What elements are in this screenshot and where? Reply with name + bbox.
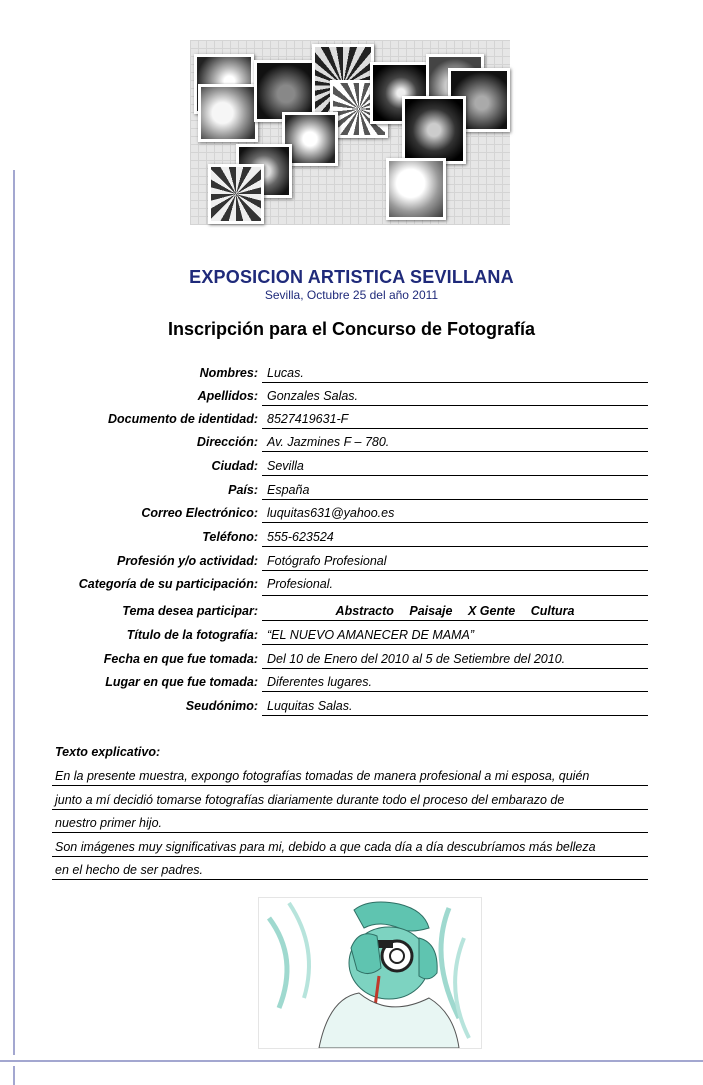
field-label: País: <box>228 483 258 497</box>
field-row-ciudad <box>0 455 703 477</box>
field-label: Fecha en que fue tomada: <box>103 652 258 666</box>
field-value[interactable]: Luquitas Salas. <box>267 699 353 713</box>
field-value[interactable]: Del 10 de Enero del 2010 al 5 de Setiembre del 2010. <box>267 652 566 666</box>
field-row-documento <box>0 408 703 430</box>
field-row-titulo <box>0 624 703 646</box>
form-heading: Inscripción para el Concurso de Fotografía <box>167 319 536 339</box>
collage-photo <box>402 96 466 164</box>
texto-explicativo-label: Texto explicativo: <box>55 745 161 759</box>
field-row-profesion <box>0 550 703 572</box>
field-label: Documento de identidad: <box>108 412 258 426</box>
theme-option-paisaje[interactable]: Paisaje <box>409 604 453 618</box>
texto-underline <box>52 809 648 810</box>
texto-line-text[interactable]: nuestro primer hijo. <box>55 816 162 830</box>
field-label: Teléfono: <box>202 530 258 544</box>
texto-underline <box>52 879 648 880</box>
field-label: Tema desea participar: <box>122 604 258 618</box>
field-underline <box>262 595 648 596</box>
texto-underline <box>52 785 648 786</box>
field-underline <box>262 691 648 692</box>
field-underline <box>262 668 648 669</box>
texto-line-text[interactable]: en el hecho de ser padres. <box>55 863 204 877</box>
theme-option-abstracto[interactable]: Abstracto <box>335 604 394 618</box>
field-underline <box>262 715 648 716</box>
theme-options <box>262 604 648 618</box>
field-value[interactable]: “EL NUEVO AMANECER DE MAMA” <box>267 628 474 642</box>
collage-photo <box>208 164 264 224</box>
field-label: Correo Electrónico: <box>141 506 258 520</box>
field-underline <box>262 382 648 383</box>
field-underline <box>262 546 648 547</box>
texto-line-text[interactable]: junto a mí decidió tomarse fotografías diariamente durante todo el proceso del embarazo de <box>55 793 565 807</box>
texto-line <box>52 790 648 814</box>
texto-underline <box>52 856 648 857</box>
field-underline <box>262 451 648 452</box>
margin-rule-vertical-bottom <box>13 1066 15 1085</box>
field-label: Lugar en que fue tomada: <box>105 675 258 689</box>
field-underline <box>262 428 648 429</box>
field-label: Dirección: <box>196 435 258 449</box>
field-value[interactable]: Profesional. <box>267 577 334 591</box>
field-row-telefono <box>0 526 703 548</box>
field-row-apellidos <box>0 385 703 407</box>
texto-line <box>52 837 648 861</box>
photographer-drawing <box>258 897 482 1049</box>
field-value[interactable]: España <box>267 483 310 497</box>
field-value[interactable]: Fotógrafo Profesional <box>267 554 387 568</box>
field-row-fecha <box>0 648 703 670</box>
field-row-categoria <box>0 573 703 595</box>
field-underline <box>262 499 648 500</box>
texto-line-text[interactable]: Son imágenes muy significativas para mi, debido a que cada día a día descubríamos más belleza <box>55 840 596 854</box>
field-row-nombres <box>0 362 703 384</box>
theme-option-cultura[interactable]: Cultura <box>530 604 575 618</box>
field-label: Apellidos: <box>197 389 258 403</box>
field-row-seudonimo <box>0 695 703 717</box>
field-underline <box>262 644 648 645</box>
field-value[interactable]: Sevilla <box>267 459 304 473</box>
texto-line <box>52 766 648 790</box>
field-label: Profesión y/o actividad: <box>116 554 258 568</box>
field-value[interactable]: Lucas. <box>267 366 304 380</box>
field-value[interactable]: Diferentes lugares. <box>267 675 372 689</box>
field-row-tema <box>0 600 703 622</box>
field-label: Categoría de su participación: <box>78 577 258 591</box>
photographer-illustration <box>259 898 481 1048</box>
field-row-direccion <box>0 431 703 453</box>
field-underline <box>262 522 648 523</box>
flower-photo-collage <box>190 40 510 225</box>
field-value[interactable]: 555-623524 <box>267 530 334 544</box>
field-label: Nombres: <box>199 366 258 380</box>
field-row-pais <box>0 479 703 501</box>
field-label: Título de la fotografía: <box>126 628 258 642</box>
field-label: Seudónimo: <box>185 699 258 713</box>
field-value[interactable]: luquitas631@yahoo.es <box>267 506 395 520</box>
exhibition-date: Sevilla, Octubre 25 del año 2011 <box>264 288 439 302</box>
field-row-correo <box>0 502 703 524</box>
field-value[interactable]: Gonzales Salas. <box>267 389 359 403</box>
field-underline <box>262 475 648 476</box>
field-underline <box>262 405 648 406</box>
collage-photo <box>198 84 258 142</box>
field-value[interactable]: Av. Jazmines F – 780. <box>267 435 390 449</box>
field-value[interactable]: 8527419631-F <box>267 412 349 426</box>
field-row-lugar <box>0 671 703 693</box>
theme-option-gente[interactable]: X Gente <box>467 604 516 618</box>
texto-line <box>52 813 648 837</box>
collage-photo <box>386 158 446 220</box>
field-underline <box>262 570 648 571</box>
exhibition-title: EXPOSICION ARTISTICA SEVILLANA <box>189 267 514 287</box>
texto-line-text[interactable]: En la presente muestra, expongo fotografías tomadas de manera profesional a mi esposa, quién <box>55 769 590 783</box>
texto-line <box>52 860 648 884</box>
texto-underline <box>52 832 648 833</box>
field-underline <box>262 620 648 621</box>
field-label: Ciudad: <box>211 459 258 473</box>
margin-rule-horizontal <box>0 1060 703 1062</box>
